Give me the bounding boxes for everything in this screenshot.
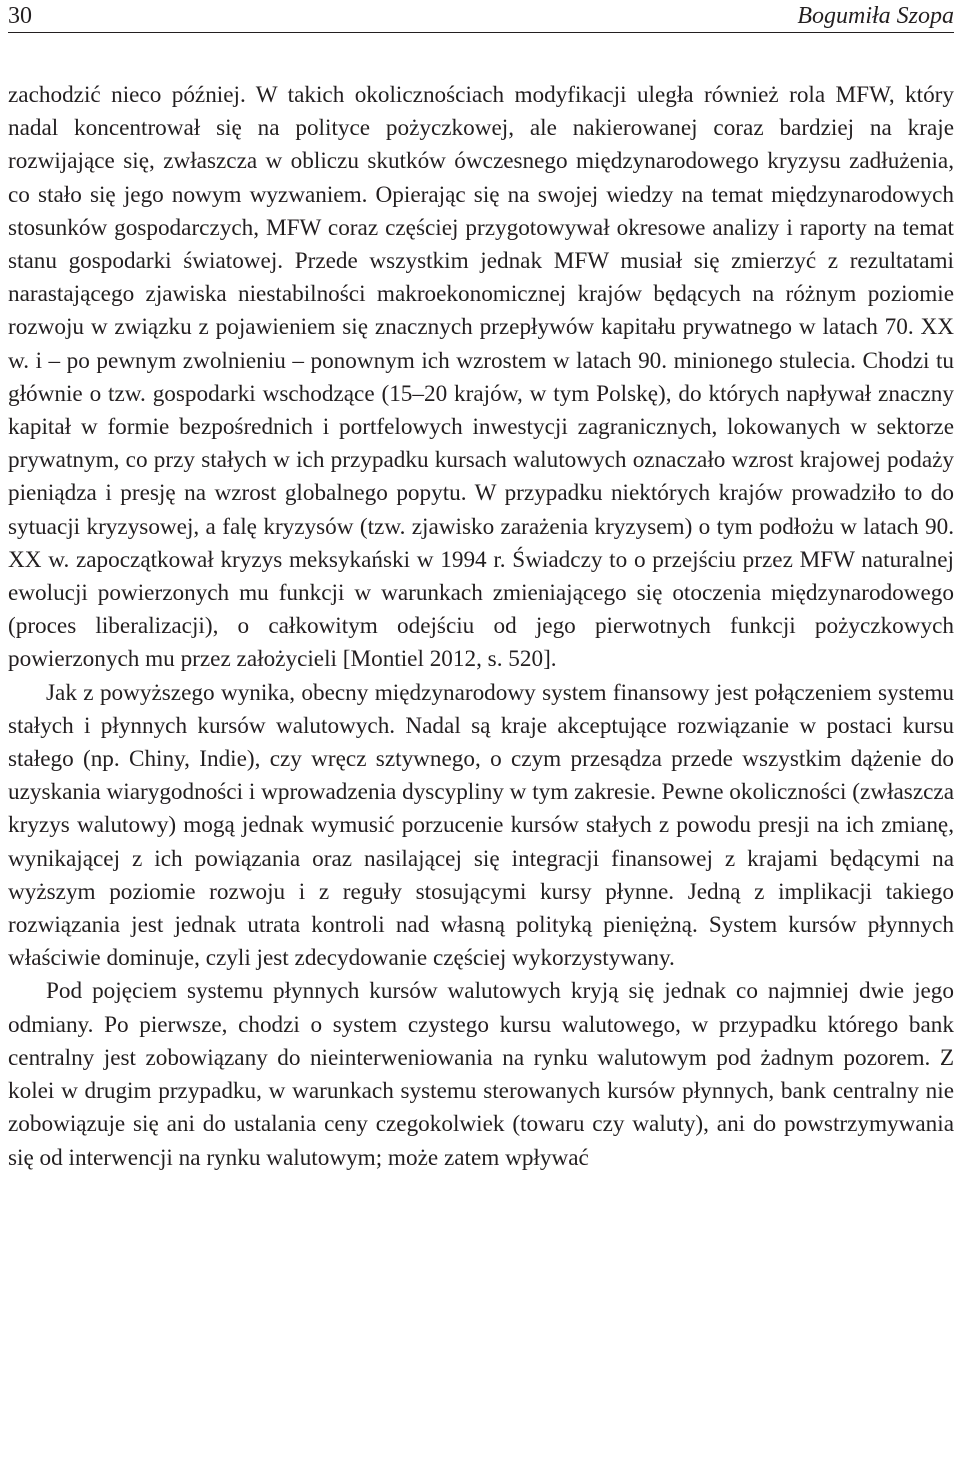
running-header-author: Bogumiła Szopa	[797, 3, 954, 29]
paragraph: zachodzić nieco później. W takich okolicznościach modyfikacji uległa również rola MFW, który nadal koncentrował się na polityce pożyczkowej, ale nakierowanej coraz bardziej na kraje rozwijające się, zwłaszcza w obliczu skutków ówczesnego międzynarodowego kryzysu zadłużenia, co stało się jego nowym wyzwaniem. Opierając się na swojej wiedzy na temat międzynarodowych stosunków gospodarczych, MFW coraz częściej przygotowywał okresowe analizy i raporty na temat stanu gospodarki światowej. Przede wszystkim jednak MFW musiał się zmierzyć z rezultatami narastającego zjawiska niestabilności makroekonomicznej krajów będących na różnym poziomie rozwoju w związku z pojawieniem się znacznych przepływów kapitału prywatnego w latach 70. XX w. i – po pewnym zwolnieniu – ponownym ich wzrostem w latach 90. minionego stulecia. Chodzi tu głównie o tzw. gospodarki wschodzące (15–20 krajów, w tym Polskę), do których napływał znaczny kapitał w formie bezpośrednich i portfelowych inwestycji zagranicznych, lokowanych w sektorze prywatnym, co przy stałych w ich przypadku kursach walutowych oznaczało wzrost krajowej podaży pieniądza i presję na wzrost globalnego popytu. W przypadku niektórych krajów prowadziło to do sytuacji kryzysowej, a falę kryzysów (tzw. zjawisko zarażenia kryzysem) o tym podłożu w latach 90. XX w. zapoczątkował kryzys meksykański w 1994 r. Świadczy to o przejściu przez MFW naturalnej ewolucji powierzonych mu funkcji w warunkach zmieniającego się otoczenia międzynarodowego (proces liberalizacji), o całkowitym odejściu od jego pierwotnych funkcji pożyczkowych powierzonych mu przez założycieli [Montiel 2012, s. 520].	[8, 82, 954, 673]
book-page	[8, 0, 954, 1175]
body-text	[8, 79, 954, 1175]
paragraph: Pod pojęciem systemu płynnych kursów walutowych kryją się jednak co najmniej dwie jego odmiany. Po pierwsze, chodzi o system czystego kursu walutowego, w przypadku którego bank centralny jest zobowiązany do nieinterweniowania na rynku walutowym pod żadnym pozorem. Z kolei w drugim przypadku, w warunkach systemu sterowanych kursów płynnych, bank centralny nie zobowiązuje się ani do ustalania ceny czegokolwiek (towaru czy waluty), ani do powstrzymywania się od interwencji na rynku walutowym; może zatem wpływać	[8, 978, 954, 1171]
running-header	[8, 0, 954, 33]
paragraph: Jak z powyższego wynika, obecny międzynarodowy system finansowy jest połączeniem systemu stałych i płynnych kursów walutowych. Nadal są kraje akceptujące rozwiązanie w postaci kursu stałego (np. Chiny, Indie), czy wręcz sztywnego, o czym przesądza przede wszystkim dążenie do uzyskania wiarygodności i wprowadzenia dyscypliny w tym zakresie. Pewne okoliczności (zwłaszcza kryzys walutowy) mogą jednak wymusić porzucenie kursów stałych z powodu presji na ich zmianę, wynikającej z ich powiązania oraz nasilającej się integracji finansowej z krajami będącymi na wyższym poziomie rozwoju i z reguły stosującymi kursy płynne. Jedną z implikacji takiego rozwiązania jest jednak utrata kontroli nad własną polityką pieniężną. System kursów płynnych właściwie dominuje, czyli jest zdecydowanie częściej wykorzystywany.	[8, 679, 954, 972]
page-number: 30	[8, 3, 32, 29]
